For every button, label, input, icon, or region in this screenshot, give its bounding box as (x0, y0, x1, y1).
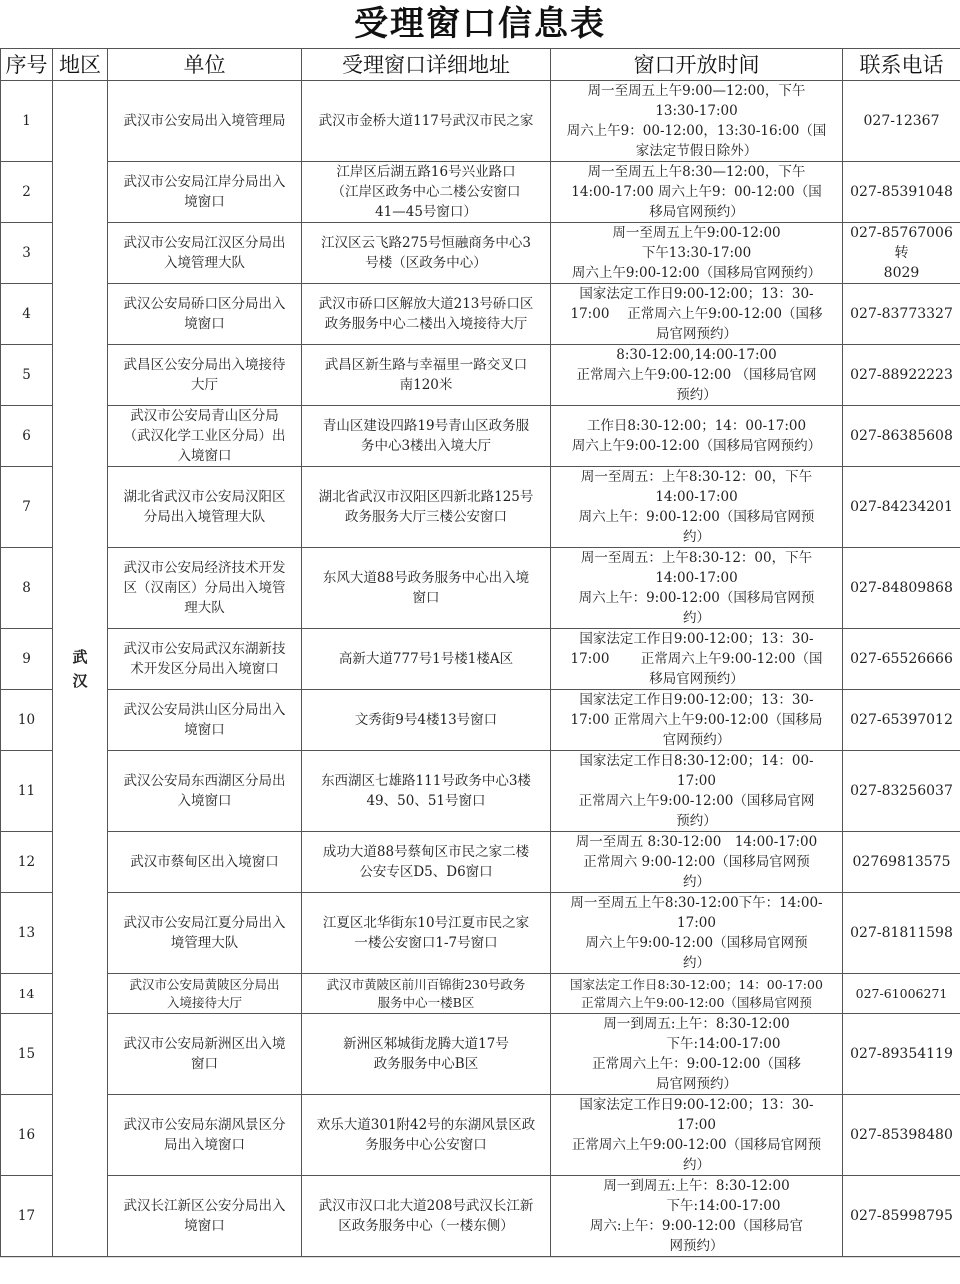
phone-cell: 027-84809868 (843, 548, 960, 629)
hours-cell: 国家法定工作日9:00-12:00；13：30- 17:00 正常周六上午9:00-12:00（国移局官网预 约） (551, 1095, 843, 1176)
phone-cell: 027-85391048 (843, 162, 960, 223)
unit-cell: 武汉市蔡甸区出入境窗口 (108, 832, 302, 893)
hours-cell: 周一到周五:上午：8:30-12:00 下午:14:00-17:00 正常周六上午：9:00-12:00（国移 局官网预约） (551, 1014, 843, 1095)
row-number: 15 (1, 1014, 53, 1095)
address-cell: 江岸区后湖五路16号兴业路口 （江岸区政务中心二楼公安窗口 41—45号窗口） (302, 162, 551, 223)
address-cell: 青山区建设四路19号青山区政务服 务中心3楼出入境大厅 (302, 406, 551, 467)
table-row (1, 832, 960, 893)
hours-cell: 周一至周五：上午8:30-12：00，下午 14:00-17:00 周六上午：9:00-12:00（国移局官网预 约） (551, 548, 843, 629)
header-unit: 单位 (108, 49, 302, 81)
unit-cell: 武汉市公安局出入境管理局 (108, 81, 302, 162)
phone-cell: 027-12367 (843, 81, 960, 162)
unit-cell: 武汉市公安局江汉区分局出 入境管理大队 (108, 223, 302, 284)
row-number: 10 (1, 690, 53, 751)
table-row (1, 284, 960, 345)
window-info-table (0, 48, 960, 1257)
phone-cell: 027-89354119 (843, 1014, 960, 1095)
table-row (1, 162, 960, 223)
row-number: 6 (1, 406, 53, 467)
address-cell: 湖北省武汉市汉阳区四新北路125号 政务服务大厅三楼公安窗口 (302, 467, 551, 548)
unit-cell: 武汉市公安局新洲区出入境 窗口 (108, 1014, 302, 1095)
address-cell: 武昌区新生路与幸福里一路交叉口 南120米 (302, 345, 551, 406)
phone-cell: 027-65526666 (843, 629, 960, 690)
hours-cell: 周一至周五 8:30-12:00 14:00-17:00 正常周六 9:00-12:00（国移局官网预 约） (551, 832, 843, 893)
hours-cell: 周一至周五：上午8:30-12：00，下午 14:00-17:00 周六上午：9:00-12:00（国移局官网预 约） (551, 467, 843, 548)
table-row (1, 467, 960, 548)
table-row (1, 345, 960, 406)
table-row (1, 1014, 960, 1095)
unit-cell: 武汉市公安局青山区分局 （武汉化学工业区分局）出 入境窗口 (108, 406, 302, 467)
address-cell: 武汉市硚口区解放大道213号硚口区 政务服务中心二楼出入境接待大厅 (302, 284, 551, 345)
row-number: 4 (1, 284, 53, 345)
header-hours: 窗口开放时间 (551, 49, 843, 81)
table-row (1, 81, 960, 162)
table-row (1, 223, 960, 284)
header-address: 受理窗口详细地址 (302, 49, 551, 81)
table-row (1, 1095, 960, 1176)
page-bottom-margin (0, 1257, 960, 1279)
unit-cell: 武汉市公安局江岸分局出入 境窗口 (108, 162, 302, 223)
address-cell: 武汉市汉口北大道208号武汉长江新 区政务服务中心（一楼东侧） (302, 1176, 551, 1257)
row-number: 3 (1, 223, 53, 284)
address-cell: 欢乐大道301附42号的东湖风景区政 务服务中心公安窗口 (302, 1095, 551, 1176)
hours-cell: 周一至周五上午9:00—12:00，下午 13:30-17:00 周六上午9：00-12:00，13:30-16:00（国 家法定节假日除外） (551, 81, 843, 162)
address-cell: 武汉市金桥大道117号武汉市民之家 (302, 81, 551, 162)
row-number: 17 (1, 1176, 53, 1257)
table-row (1, 406, 960, 467)
address-cell: 成功大道88号蔡甸区市民之家二楼 公安专区D5、D6窗口 (302, 832, 551, 893)
hours-cell: 工作日8:30-12:00；14：00-17:00 周六上午9:00-12:00（国移局官网预约） (551, 406, 843, 467)
row-number: 14 (1, 974, 53, 1014)
unit-cell: 武汉公安局东西湖区分局出 入境窗口 (108, 751, 302, 832)
address-cell: 东西湖区七雄路111号政务中心3楼 49、50、51号窗口 (302, 751, 551, 832)
phone-cell: 027-65397012 (843, 690, 960, 751)
header-region: 地区 (53, 49, 108, 81)
hours-cell: 国家法定工作日9:00-12:00；13：30- 17:00 正常周六上午9:00-12:00（国移局 官网预约） (551, 690, 843, 751)
table-row (1, 690, 960, 751)
phone-cell: 02769813575 (843, 832, 960, 893)
address-cell: 武汉市黄陂区前川百锦街230号政务 服务中心一楼B区 (302, 974, 551, 1014)
table-row (1, 974, 960, 1014)
row-number: 16 (1, 1095, 53, 1176)
address-cell: 新洲区邾城街龙腾大道17号 政务服务中心B区 (302, 1014, 551, 1095)
hours-cell: 周一至周五上午8:30-12:00下午：14:00- 17:00 周六上午9:00-12:00（国移局官网预 约） (551, 893, 843, 974)
hours-cell: 周一至周五上午8:30—12:00，下午 14:00-17:00 周六上午9：00-12:00（国 移局官网预约） (551, 162, 843, 223)
address-cell: 文秀街9号4楼13号窗口 (302, 690, 551, 751)
unit-cell: 武汉市公安局武汉东湖新技 术开发区分局出入境窗口 (108, 629, 302, 690)
row-number: 1 (1, 81, 53, 162)
address-cell: 东风大道88号政务服务中心出入境 窗口 (302, 548, 551, 629)
unit-cell: 武汉市公安局黄陂区分局出 入境接待大厅 (108, 974, 302, 1014)
table-row (1, 548, 960, 629)
row-number: 11 (1, 751, 53, 832)
unit-cell: 武昌区公安分局出入境接待 大厅 (108, 345, 302, 406)
unit-cell: 武汉市公安局江夏分局出入 境管理大队 (108, 893, 302, 974)
unit-cell: 武汉市公安局经济技术开发 区（汉南区）分局出入境管 理大队 (108, 548, 302, 629)
phone-cell: 027-83773327 (843, 284, 960, 345)
address-cell: 江夏区北华街东10号江夏市民之家 一楼公安窗口1-7号窗口 (302, 893, 551, 974)
phone-cell: 027-83256037 (843, 751, 960, 832)
hours-cell: 国家法定工作日8:30-12:00；14：00- 17:00 正常周六上午9:00-12:00（国移局官网 预约） (551, 751, 843, 832)
table-row (1, 893, 960, 974)
table-header-row (1, 49, 960, 81)
hours-cell: 周一到周五:上午：8:30-12:00 下午:14:00-17:00 周六:上午：9:00-12:00（国移局官 网预约） (551, 1176, 843, 1257)
address-cell: 江汉区云飞路275号恒融商务中心3 号楼（区政务中心） (302, 223, 551, 284)
phone-cell: 027-85398480 (843, 1095, 960, 1176)
unit-cell: 武汉长江新区公安分局出入 境窗口 (108, 1176, 302, 1257)
row-number: 2 (1, 162, 53, 223)
header-no: 序号 (1, 49, 53, 81)
page-title: 受理窗口信息表 (354, 4, 606, 44)
phone-cell: 027-61006271 (843, 974, 960, 1014)
row-number: 7 (1, 467, 53, 548)
row-number: 9 (1, 629, 53, 690)
hours-cell: 国家法定工作日9:00-12:00；13：30- 17:00 正常周六上午9:00-12:00（国移 局官网预约） (551, 284, 843, 345)
phone-cell: 027-81811598 (843, 893, 960, 974)
address-cell: 高新大道777号1号楼1楼A区 (302, 629, 551, 690)
phone-cell: 027-88922223 (843, 345, 960, 406)
hours-cell: 8:30-12:00,14:00-17:00 正常周六上午9:00-12:00 （国移局官网 预约） (551, 345, 843, 406)
row-number: 13 (1, 893, 53, 974)
region-cell: 武 汉 (53, 81, 108, 1257)
row-number: 5 (1, 345, 53, 406)
phone-cell: 027-84234201 (843, 467, 960, 548)
row-number: 12 (1, 832, 53, 893)
hours-cell: 周一至周五上午9:00-12:00 下午13:30-17:00 周六上午9:00-12:00（国移局官网预约） (551, 223, 843, 284)
unit-cell: 武汉市公安局东湖风景区分 局出入境窗口 (108, 1095, 302, 1176)
table-row (1, 629, 960, 690)
table-row (1, 1176, 960, 1257)
header-phone: 联系电话 (843, 49, 960, 81)
hours-cell: 国家法定工作日8:30-12:00；14：00-17:00 正常周六上午9:00-12:00（国移局官网预 (551, 974, 843, 1014)
phone-cell: 027-86385608 (843, 406, 960, 467)
hours-cell: 国家法定工作日9:00-12:00；13：30- 17:00 正常周六上午9:00-12:00（国 移局官网预约） (551, 629, 843, 690)
unit-cell: 武汉公安局洪山区分局出入 境窗口 (108, 690, 302, 751)
unit-cell: 武汉公安局硚口区分局出入 境窗口 (108, 284, 302, 345)
row-number: 8 (1, 548, 53, 629)
table-row (1, 751, 960, 832)
phone-cell: 027-85998795 (843, 1176, 960, 1257)
unit-cell: 湖北省武汉市公安局汉阳区 分局出入境管理大队 (108, 467, 302, 548)
phone-cell: 027-85767006转 8029 (843, 223, 960, 284)
